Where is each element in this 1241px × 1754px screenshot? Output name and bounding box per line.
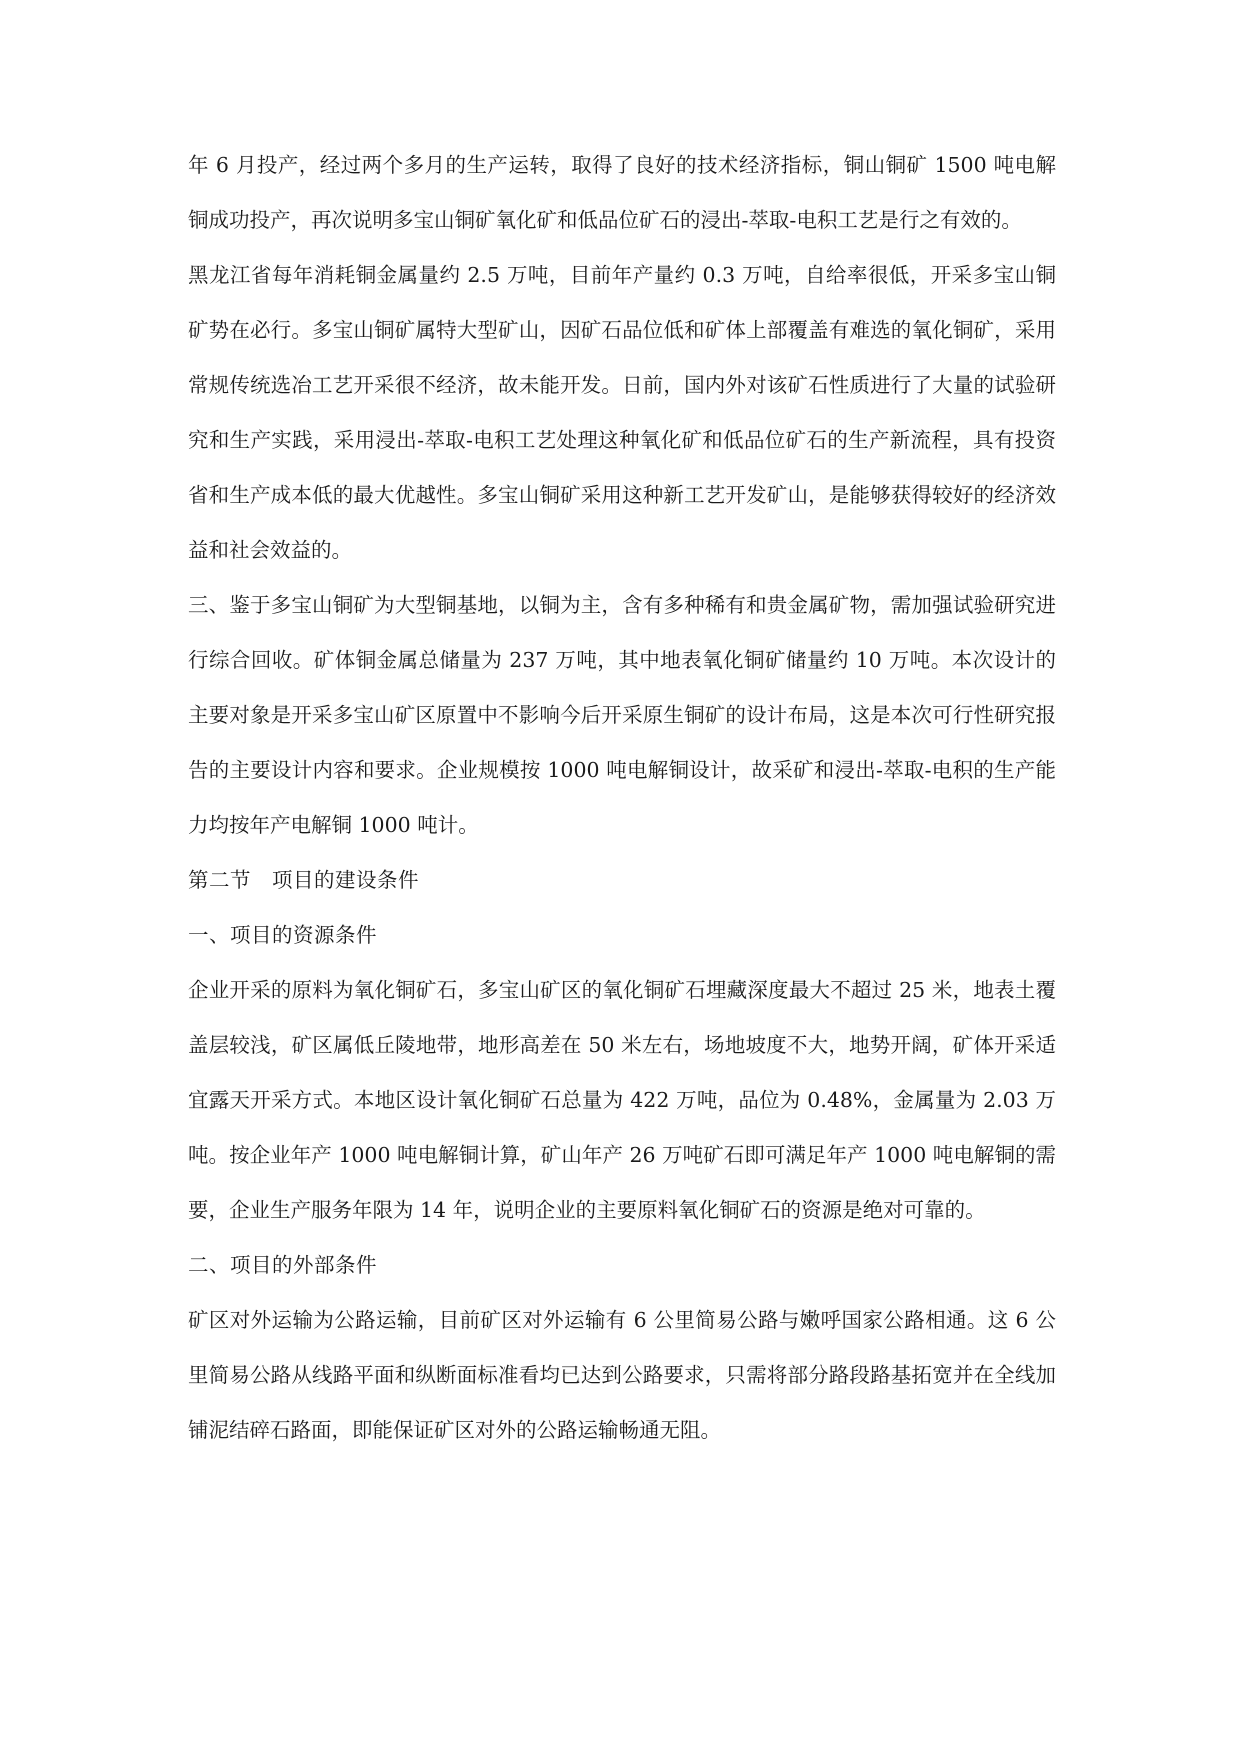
paragraph-external-conditions: 矿区对外运输为公路运输，目前矿区对外运输有 6 公里简易公路与嫩呼国家公路相通。这 6 公里简易公路从线路平面和纵断面标准看均已达到公路要求，只需将部分路段路基拓宽并在全线加铺泥结碎石路面，即能保证矿区对外的公路运输畅通无阻。 (188, 1308, 1056, 1442)
subheading-resource-conditions: 一、项目的资源条件 (188, 923, 377, 947)
section-heading-construction-conditions: 第二节 项目的建设条件 (188, 868, 419, 892)
paragraph-heilongjiang-demand: 黑龙江省每年消耗铜金属量约 2.5 万吨，目前年产量约 0.3 万吨，自给率很低，开采多宝山铜矿势在必行。多宝山铜矿属特大型矿山，因矿石品位低和矿体上部覆盖有难选的氧化铜矿，采用常规传统选冶工艺开采很不经济，故未能开发。日前，国内外对该矿石性质进行了大量的试验研究和生产实践，采用浸出-萃取-电积工艺处理这种氧化矿和低品位矿石的生产新流程，具有投资省和生产成本低的最大优越性。多宝山铜矿采用这种新工艺开发矿山，是能够获得较好的经济效益和社会效益的。 (188, 263, 1056, 562)
document-body (188, 138, 1056, 1458)
subheading-external-conditions: 二、项目的外部条件 (188, 1253, 377, 1277)
paragraph-section-three: 三、鉴于多宝山铜矿为大型铜基地，以铜为主，含有多种稀有和贵金属矿物，需加强试验研究进行综合回收。矿体铜金属总储量为 237 万吨，其中地表氧化铜矿储量约 10 万吨。本次设计的主要对象是开采多宝山矿区原置中不影响今后开采原生铜矿的设计布局，这是本次可行性研究报告的主要设计内容和要求。企业规模按 1000 吨电解铜设计，故采矿和浸出-萃取-电积的生产能力均按年产电解铜 1000 吨计。 (188, 593, 1056, 837)
paragraph-electrowinning-result: 年 6 月投产，经过两个多月的生产运转，取得了良好的技术经济指标，铜山铜矿 1500 吨电解铜成功投产，再次说明多宝山铜矿氧化矿和低品位矿石的浸出-萃取-电积工艺是行之有效的。 (188, 153, 1056, 232)
paragraph-resource-conditions: 企业开采的原料为氧化铜矿石，多宝山矿区的氧化铜矿石埋藏深度最大不超过 25 米，地表土覆盖层较浅，矿区属低丘陵地带，地形高差在 50 米左右，场地坡度不大，地势开阔，矿体开采适宜露天开采方式。本地区设计氧化铜矿石总量为 422 万吨，品位为 0.48%，金属量为 2.03 万吨。按企业年产 1000 吨电解铜计算，矿山年产 26 万吨矿石即可满足年产 1000 吨电解铜的需要，企业生产服务年限为 14 年，说明企业的主要原料氧化铜矿石的资源是绝对可靠的。 (188, 978, 1056, 1222)
